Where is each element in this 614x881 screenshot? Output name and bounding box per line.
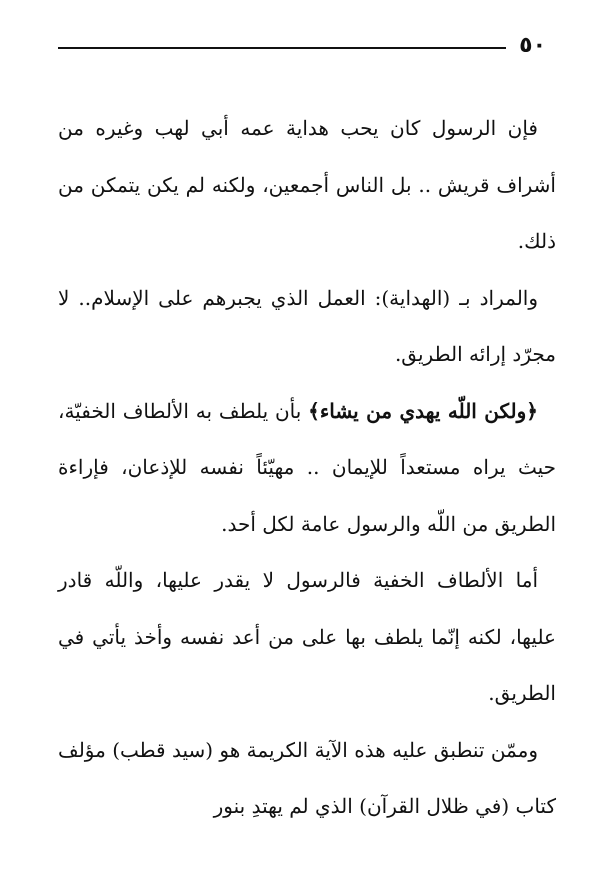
- paragraph-3: [58, 383, 556, 553]
- paragraph-3-text: بأن يلطف به الألطاف الخفيّة، حيث يراه مستعداً للإيمان .. مهيّئاً نفسه للإذعان، فإراءة الطريق من اللّه والرسول عامة لكل أحد.: [58, 398, 556, 536]
- quran-verse-quote: ﴿ولكن اللّه يهدي من يشاء﴾: [308, 398, 538, 423]
- header-rule: [58, 47, 506, 49]
- paragraph-5: [58, 722, 556, 835]
- paragraph-4-text: أما الألطاف الخفية فالرسول لا يقدر عليها، واللّه قادر عليها، لكنه إنّما يلطف بها على من أعد نفسه وأخذ يأتي في الطريق.: [58, 568, 556, 705]
- paragraph-1-text: فإن الرسول كان يحب هداية عمه أبي لهب وغيره من أشراف قريش .. بل الناس أجمعين، ولكنه لم يكن يتمكن من ذلك.: [58, 116, 556, 253]
- paragraph-1: [58, 100, 556, 270]
- paragraph-2: [58, 270, 556, 383]
- paragraph-4: [58, 552, 556, 722]
- page-header: [58, 30, 546, 70]
- body-text: [58, 100, 556, 835]
- paragraph-5-text: وممّن تنطبق عليه هذه الآية الكريمة هو (سيد قطب) مؤلف كتاب (في ظلال القرآن) الذي لم يهتدِ بنور: [58, 737, 556, 818]
- page-number: ٥٠: [519, 33, 546, 58]
- paragraph-2-text: والمراد بـ (الهداية): العمل الذي يجبرهم على الإسلام.. لا مجرّد إرائه الطريق.: [58, 285, 556, 366]
